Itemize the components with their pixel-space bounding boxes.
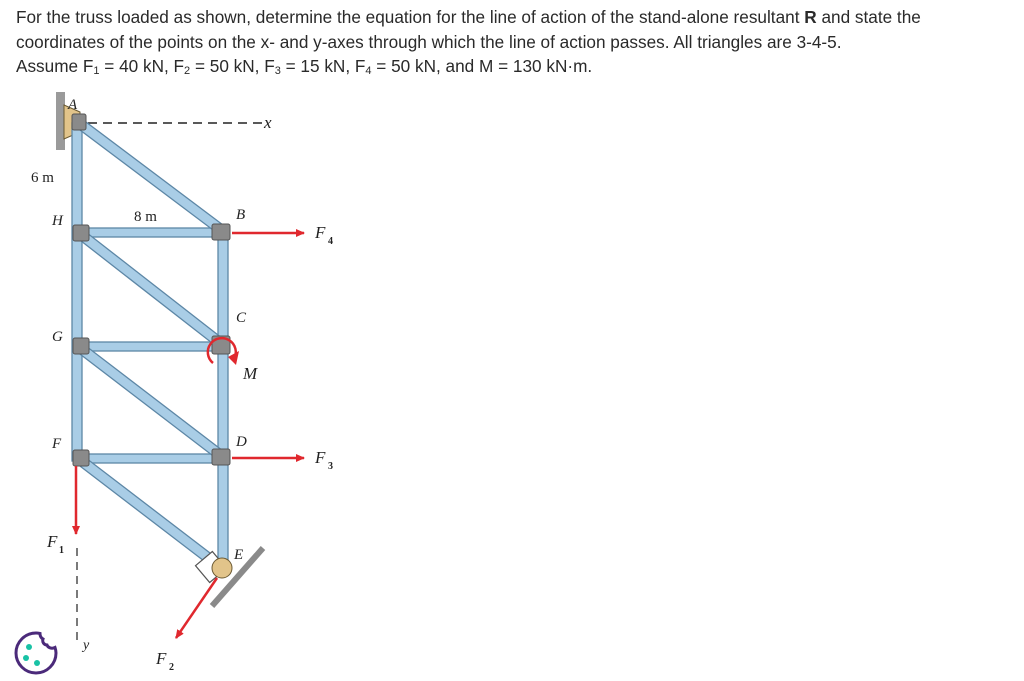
gusset-a bbox=[72, 114, 86, 130]
force-arrow-f2 bbox=[176, 578, 217, 638]
member-g-d bbox=[76, 343, 227, 462]
assume-text: Assume F bbox=[16, 56, 94, 76]
moment-label-m: M bbox=[243, 364, 258, 383]
gusset-g bbox=[73, 338, 89, 354]
joint-label-a: A bbox=[68, 97, 78, 113]
cookie-icon bbox=[13, 630, 59, 676]
force-subscript-f4: 4 bbox=[328, 236, 333, 247]
joint-label-f: F bbox=[52, 436, 62, 452]
member-a-f bbox=[72, 123, 82, 461]
member-f-d bbox=[77, 454, 223, 463]
member-b-e bbox=[218, 230, 228, 565]
resultant-symbol: R bbox=[804, 7, 817, 27]
force-label-f2: F bbox=[156, 649, 167, 668]
gusset-b bbox=[212, 224, 230, 240]
f2-subscript: 2 bbox=[184, 65, 191, 77]
truss-members bbox=[72, 119, 228, 574]
gusset-d bbox=[212, 449, 230, 465]
joint-label-b: B bbox=[236, 207, 246, 223]
joint-label-c: C bbox=[236, 310, 247, 326]
y-axis-label: y bbox=[83, 638, 90, 653]
joint-label-d: D bbox=[236, 434, 247, 450]
member-f-e bbox=[76, 455, 227, 574]
joint-label-e: E bbox=[234, 547, 244, 563]
f1-value: = 40 kN, F bbox=[99, 56, 185, 76]
force-label-f1: F bbox=[47, 532, 58, 551]
joint-label-g: G bbox=[52, 329, 63, 345]
f1-subscript: 1 bbox=[93, 65, 100, 77]
pin-support-e bbox=[212, 558, 232, 578]
force-subscript-f2: 2 bbox=[169, 662, 174, 673]
force-label-f3: F bbox=[315, 448, 326, 467]
member-g-c bbox=[77, 342, 223, 351]
dimension-width: 8 m bbox=[134, 209, 157, 225]
f3-value: = 15 kN, F bbox=[280, 56, 366, 76]
f2-value: = 50 kN, F bbox=[190, 56, 275, 76]
problem-text-1: For the truss loaded as shown, determine the equation for the line of action of the stand-alone resultant bbox=[16, 7, 805, 27]
force-subscript-f1: 1 bbox=[59, 545, 64, 556]
f4-value: = 50 kN, and M = 130 kN·m. bbox=[371, 56, 593, 76]
cookie-badge[interactable] bbox=[13, 630, 59, 676]
force-subscript-f3: 3 bbox=[328, 461, 333, 472]
problem-text-1-end: and state the bbox=[816, 7, 921, 27]
dimension-height: 6 m bbox=[31, 170, 54, 186]
gusset-f bbox=[73, 450, 89, 466]
member-h-b bbox=[77, 228, 223, 237]
f4-subscript: 4 bbox=[365, 65, 372, 77]
problem-line-2: coordinates of the points on the x- and y-axes through which the line of action passes. All triangles are 3-4-5. bbox=[16, 31, 842, 52]
f3-subscript: 3 bbox=[274, 65, 281, 77]
x-axis-label: x bbox=[264, 113, 272, 132]
gusset-h bbox=[73, 225, 89, 241]
force-label-f4: F bbox=[315, 223, 326, 242]
member-h-c bbox=[76, 229, 227, 350]
joint-label-h: H bbox=[52, 213, 63, 229]
